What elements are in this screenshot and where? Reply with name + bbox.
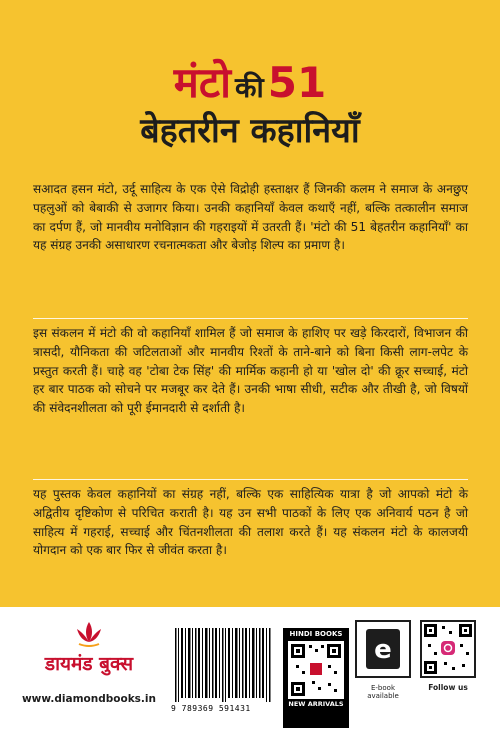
qr-code-icon [288, 641, 344, 699]
publisher-url[interactable]: www.diamondbooks.in [21, 693, 156, 705]
qr-code-icon [420, 620, 476, 678]
new-arrivals-label: NEW ARRIVALS [288, 700, 344, 708]
hindi-books-qr-card[interactable] [283, 628, 349, 728]
ebook-label: E-book available [367, 684, 399, 700]
lotus-icon [74, 620, 104, 648]
title-number: 51 [267, 58, 327, 107]
paragraph-divider [33, 479, 468, 480]
title-line-1 [0, 58, 500, 107]
follow-us-card[interactable] [420, 620, 476, 704]
ebook-letter: e [374, 635, 392, 665]
blurb-paragraph-1: सआदत हसन मंटो, उर्दू साहित्य के एक ऐसे विद्रोही हस्ताक्षर हैं जिनकी कलम ने समाज के अनछुए पहलुओं को बेबाकी से उजागर किया। उनकी कहानियाँ केवल कथाएँ नहीं, बल्कि तत्कालीन समाज का दर्पण हैं, जो मानवीय मनोविज्ञान की गहराइयों में उतरती हैं। 'मंटो की 51 बेहतरीन कहानियाँ' का यह संग्रह उनकी असाधारण रचनात्मकता और बेजोड़ शिल्प का प्रमाण है। [33, 182, 468, 253]
blurb-paragraph-3: यह पुस्तक केवल कहानियों का संग्रह नहीं, बल्कि एक साहित्यिक यात्रा है जो आपको मंटो के अद्वितीय दृष्टिकोण से परिचित कराती है। यह उन सभी पाठकों के लिए एक अनिवार्य पठन है जो साहित्य में गहराई, सच्चाई और चिंतनशीलता की तलाश करते हैं। यह संकलन मंटो के कालजयी योगदान को एक बार फिर से जीवंत करता है। [33, 487, 468, 558]
isbn-barcode [171, 628, 275, 718]
isbn-digits: 9 789369 591431 [171, 704, 251, 713]
ebook-icon [355, 620, 411, 678]
title-ki: की [234, 71, 264, 104]
title-line-2: बेहतरीन कहानियाँ [140, 111, 360, 151]
paragraph-divider [33, 318, 468, 319]
publisher-name: डायमंड बुक्स [44, 653, 134, 675]
ebook-card[interactable] [355, 620, 411, 704]
hindi-books-label: HINDI BOOKS [289, 630, 343, 638]
publisher-logo [14, 620, 164, 690]
follow-us-label: Follow us [428, 683, 468, 692]
blurb-paragraph-2: इस संकलन में मंटो की वो कहानियाँ शामिल हैं जो समाज के हाशिए पर खड़े किरदारों, विभाजन की त्रासदी, यौनिकता की जटिलताओं और मानवीय रिश्तों के ताने-बाने को बिना किसी लाग-लपेट के प्रस्तुत करती हैं। चाहे वह 'टोबा टेक सिंह' की मार्मिक कहानी हो या 'खोल दो' की क्रूर सच्चाई, मंटो हर बार पाठक को सोचने पर मजबूर कर देते हैं। उनकी भाषा सीधी, सटीक और तीखी है, जो विषयों की संवेदनशीलता को पूरी ईमानदारी से दर्शाती है। [33, 326, 468, 416]
barcode-bars [171, 628, 275, 702]
title-author-name: मंटो [173, 58, 231, 107]
